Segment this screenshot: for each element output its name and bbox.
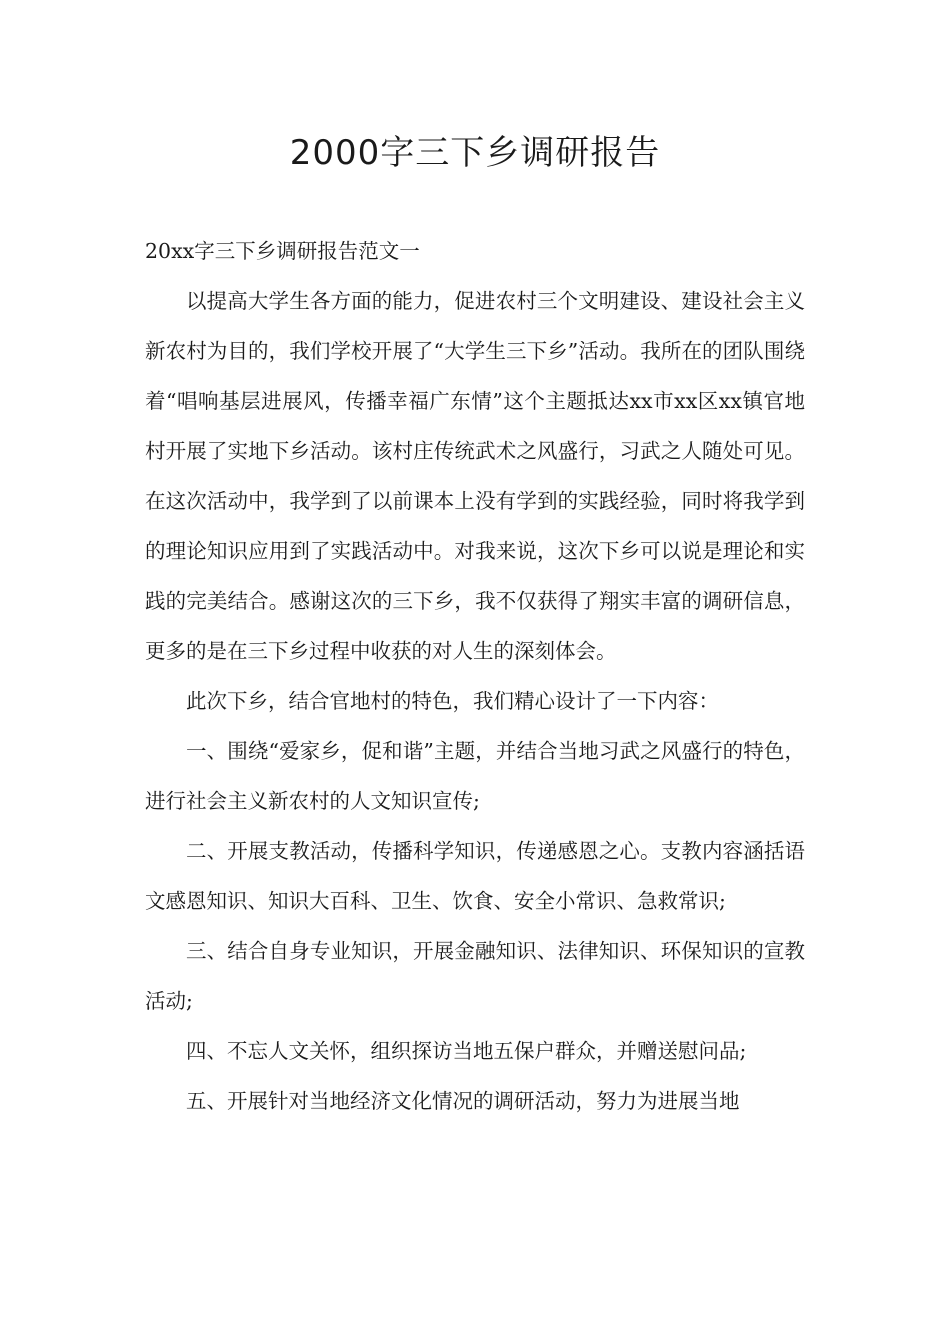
list-item-1: 一、围绕“爱家乡，促和谐”主题，并结合当地习武之风盛行的特色，进行社会主义新农村的人文知识宣传; [145, 739, 805, 813]
document-body [145, 226, 805, 1126]
list-item-2: 二、开展支教活动，传播科学知识，传递感恩之心。支教内容涵括语文感恩知识、知识大百科、卫生、饮食、安全小常识、急救常识; [145, 839, 805, 913]
list-item-3: 三、结合自身专业知识，开展金融知识、法律知识、环保知识的宣教活动; [145, 939, 805, 1013]
list-item-5: 五、开展针对当地经济文化情况的调研活动，努力为进展当地 [186, 1089, 740, 1113]
list-item-4: 四、不忘人文关怀，组织探访当地五保户群众，并赠送慰问品; [186, 1039, 747, 1063]
paragraph-plan: 此次下乡，结合官地村的特色，我们精心设计了一下内容： [186, 689, 719, 713]
paragraph-intro: 以提高大学生各方面的能力，促进农村三个文明建设、建设社会主义新农村为目的，我们学校开展了“大学生三下乡”活动。我所在的团队围绕着“唱响基层进展风，传播幸福广东情”这个主题抵达xx市xx区xx镇官地村开展了实地下乡活动。该村庄传统武术之风盛行，习武之人随处可见。在这次活动中，我学到了以前课本上没有学到的实践经验，同时将我学到的理论知识应用到了实践活动中。对我来说，这次下乡可以说是理论和实践的完美结合。感谢这次的三下乡，我不仅获得了翔实丰富的调研信息，更多的是在三下乡过程中收获的对人生的深刻体会。 [145, 289, 805, 663]
document-subtitle: 20xx字三下乡调研报告范文一 [145, 239, 420, 263]
document-title: 2000字三下乡调研报告 [289, 133, 661, 173]
